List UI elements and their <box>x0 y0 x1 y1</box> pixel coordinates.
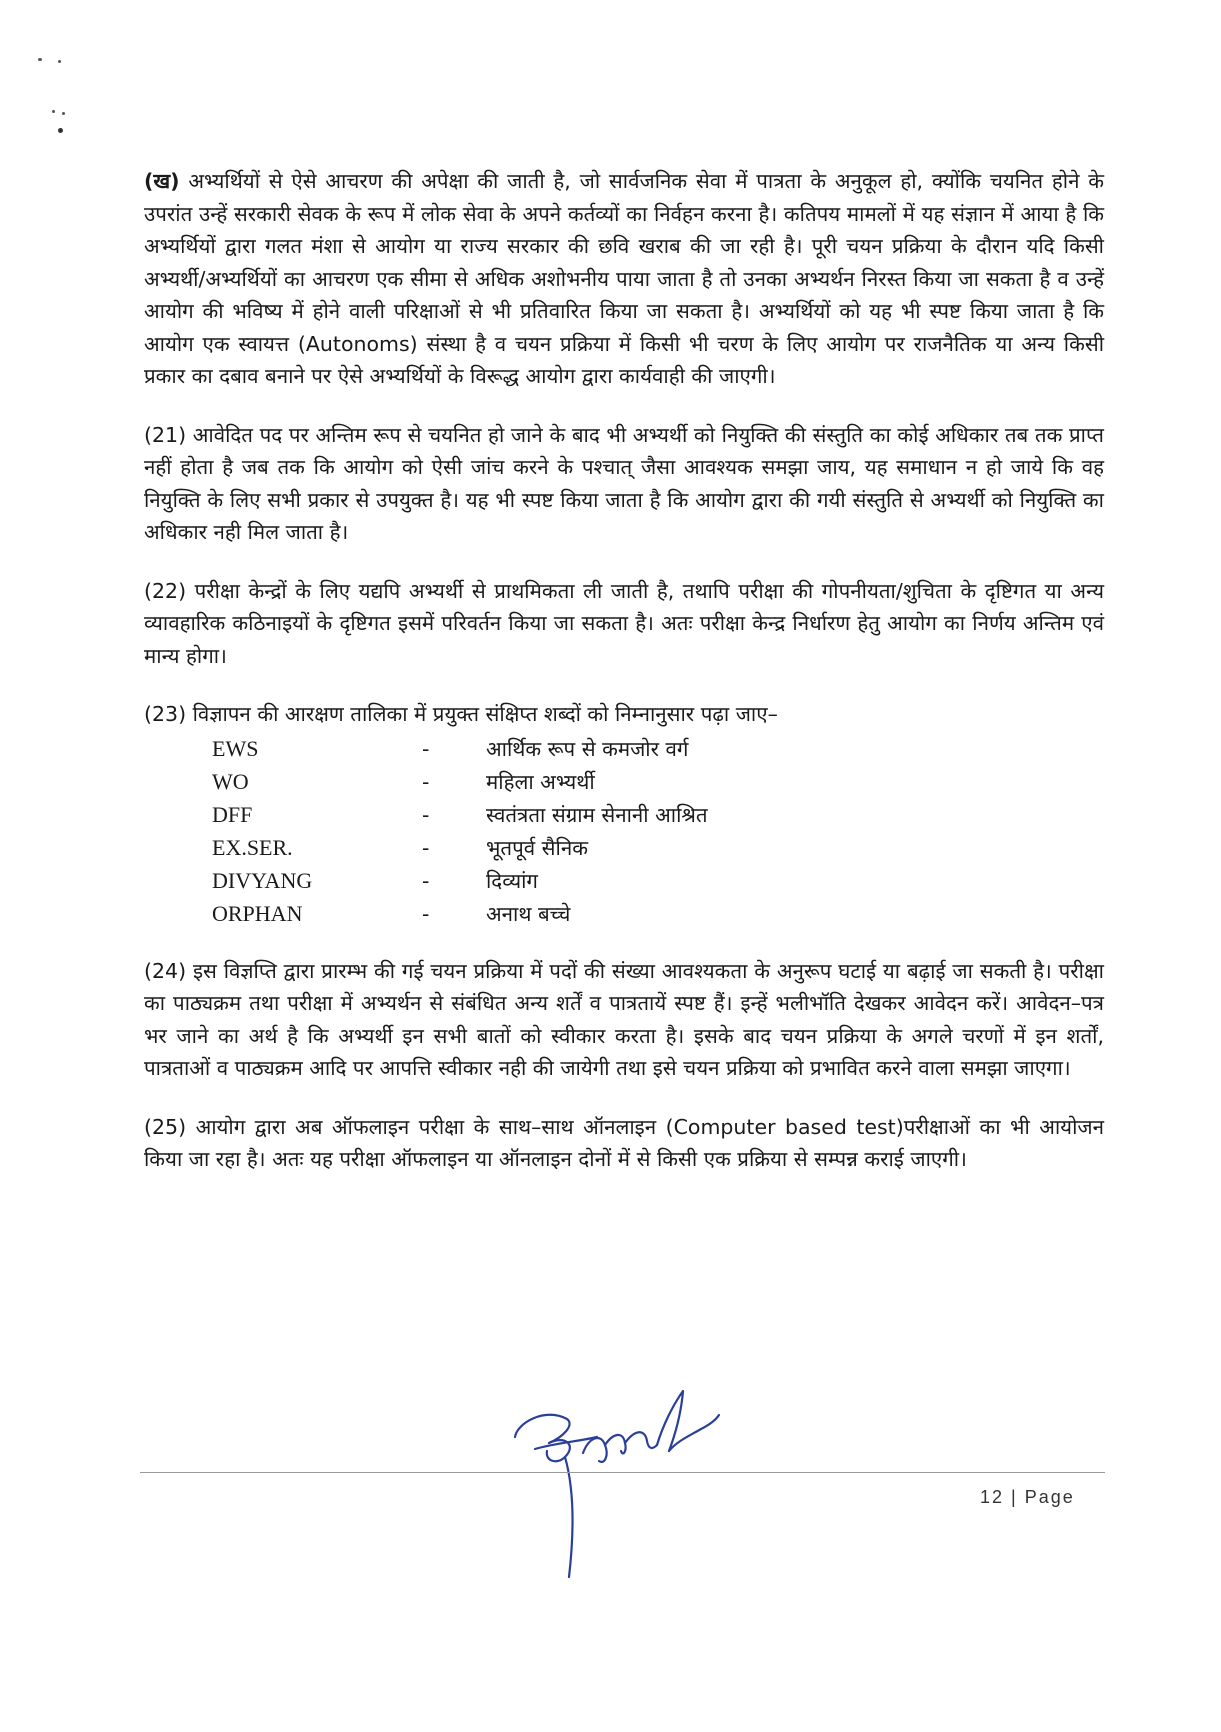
scan-speck <box>38 58 42 61</box>
abbreviation-dash: - <box>422 901 430 926</box>
abbreviation-dash: - <box>422 868 430 893</box>
paragraph-text: अभ्यर्थियों से ऐसे आचरण की अपेक्षा की जाती है, जो सार्वजनिक सेवा में पात्रता के अनुकूल हो, क्योंकि चयनित होने के उपरांत उन्हें सरकारी सेवक के रूप में लोक सेवा के अपने कर्तव्यों का निर्वहन करना है। कतिपय मामलों में यह संज्ञान में आया है कि अभ्यर्थियों द्वारा गलत मंशा से आयोग या राज्य सरकार की छवि खराब की जा रही है। पूरी चयन प्रक्रिया के दौरान यदि किसी अभ्यर्थी/अभ्यर्थियों का आचरण एक सीमा से अधिक अशोभनीय पाया जाता है तो उनका अभ्यर्थन निरस्त किया जा सकता है व उन्हें आयोग की भविष्य में होने वाली परिक्षाओं से भी प्रतिवारित किया जा सकता है। अभ्यर्थियों को यह भी स्पष्ट किया जाता है कि आयोग एक स्वायत्त (Autonoms) संस्था है व चयन प्रक्रिया में किसी भी चरण के लिए आयोग पर राजनैतिक या अन्य किसी प्रकार का दबाव बनाने पर ऐसे अभ्यर्थियों के विरूद्ध आयोग द्वारा कार्यवाही की जाएगी। <box>144 169 1104 388</box>
abbreviation-intro <box>144 698 1104 731</box>
abbreviation-row <box>212 799 708 832</box>
paragraph-label: (21) <box>144 422 187 447</box>
paragraph-24 <box>144 955 1104 1085</box>
scan-speck <box>58 128 63 133</box>
scan-speck <box>52 110 55 113</box>
paragraph-text: विज्ञापन की आरक्षण तालिका में प्रयुक्त संक्षिप्त शब्दों को निम्नानुसार पढ़ा जाए– <box>192 702 778 726</box>
abbreviation-dash: - <box>422 736 430 761</box>
abbreviation-code: WO <box>212 768 249 794</box>
footer-divider <box>140 1472 1105 1473</box>
abbreviation-meaning: दिव्यांग <box>486 868 538 893</box>
abbreviation-code: EX.SER. <box>212 834 293 860</box>
paragraph-text: इस विज्ञप्ति द्वारा प्रारम्भ की गई चयन प्रक्रिया में पदों की संख्या आवश्यकता के अनुरूप घटाई या बढ़ाई जा सकती है। परीक्षा का पाठ्यक्रम तथा परीक्षा में अभ्यर्थन से संबंधित अन्य शर्तें व पात्रतायें स्पष्ट हैं। इन्हें भलीभॉति देखकर आवेदन करें। आवेदन–पत्र भर जाने का अर्थ है कि अभ्यर्थी इन सभी बातों को स्वीकार करता है। इसके बाद चयन प्रक्रिया के अगले चरणों में इन शर्तों, पात्रताओं व पाठ्यक्रम आदि पर आपत्ति स्वीकार नही की जायेगी तथा इसे चयन प्रक्रिया को प्रभावित करने वाला समझा जाएगा। <box>144 958 1104 1080</box>
abbreviation-code: DIVYANG <box>212 867 313 893</box>
paragraph-text: परीक्षा केन्द्रों के लिए यद्यपि अभ्यर्थी से प्राथमिकता ली जाती है, तथापि परीक्षा की गोपनीयता/शुचिता के दृष्टिगत या अन्य व्यावहारिक कठिनाइयों के दृष्टिगत इसमें परिवर्तन किया जा सकता है। अतः परीक्षा केन्द्र निर्धारण हेतु आयोग का निर्णय अन्तिम एवं मान्य होगा। <box>144 578 1104 668</box>
paragraph-text: आयोग द्वारा अब ऑफलाइन परीक्षा के साथ–साथ ऑनलाइन (Computer based test)परीक्षाओं का भी आयोजन किया जा रहा है। अतः यह परीक्षा ऑफलाइन या ऑनलाइन दोनों में से किसी एक प्रक्रिया से सम्पन्न कराई जाएगी। <box>144 1114 1104 1171</box>
paragraph-21 <box>144 419 1104 549</box>
abbreviation-code: DFF <box>212 801 253 827</box>
document-body <box>144 165 1104 1202</box>
abbreviation-dash: - <box>422 769 430 794</box>
paragraph-label: (23) <box>144 702 187 726</box>
handwritten-signature <box>505 1385 750 1585</box>
abbreviation-meaning: महिला अभ्यर्थी <box>486 769 595 794</box>
abbreviation-code: ORPHAN <box>212 900 303 926</box>
paragraph-label: (25) <box>144 1114 187 1139</box>
paragraph-25 <box>144 1111 1104 1176</box>
paragraph-text: आवेदित पद पर अन्तिम रूप से चयनित हो जाने के बाद भी अभ्यर्थी को नियुक्ति की संस्तुति का कोई अधिकार तब तक प्राप्त नहीं होता है जब तक कि आयोग को ऐसी जांच करने के पश्चात् जैसा आवश्यक समझा जाय, यह समाधान न हो जाये कि वह नियुक्ति के लिए सभी प्रकार से उपयुक्त है। यह भी स्पष्ट किया जाता है कि आयोग द्वारा की गयी संस्तुति से अभ्यर्थी को नियुक्ति का अधिकार नही मिल जाता है। <box>144 422 1104 544</box>
abbreviation-row <box>212 898 708 931</box>
abbreviation-meaning: आर्थिक रूप से कमजोर वर्ग <box>486 736 689 761</box>
abbreviation-row <box>212 766 708 799</box>
paragraph-label: (ख) <box>144 169 180 193</box>
abbreviation-meaning: स्वतंत्रता संग्राम सेनानी आश्रित <box>486 802 708 827</box>
paragraph-kha <box>144 165 1104 393</box>
abbreviation-code: EWS <box>212 735 259 761</box>
abbreviation-table <box>212 733 708 931</box>
abbreviation-row <box>212 733 708 766</box>
scan-speck <box>58 60 61 63</box>
paragraph-label: (22) <box>144 578 187 603</box>
abbreviation-meaning: भूतपूर्व सैनिक <box>486 835 588 860</box>
abbreviation-row <box>212 865 708 898</box>
paragraph-label: (24) <box>144 958 187 983</box>
abbreviation-meaning: अनाथ बच्चे <box>486 901 571 926</box>
abbreviation-dash: - <box>422 835 430 860</box>
paragraph-23 <box>144 698 1104 931</box>
paragraph-22 <box>144 575 1104 673</box>
abbreviation-dash: - <box>422 802 430 827</box>
scan-speck <box>62 112 65 115</box>
page-number: 12 | Page <box>980 1487 1075 1507</box>
abbreviation-row <box>212 832 708 865</box>
